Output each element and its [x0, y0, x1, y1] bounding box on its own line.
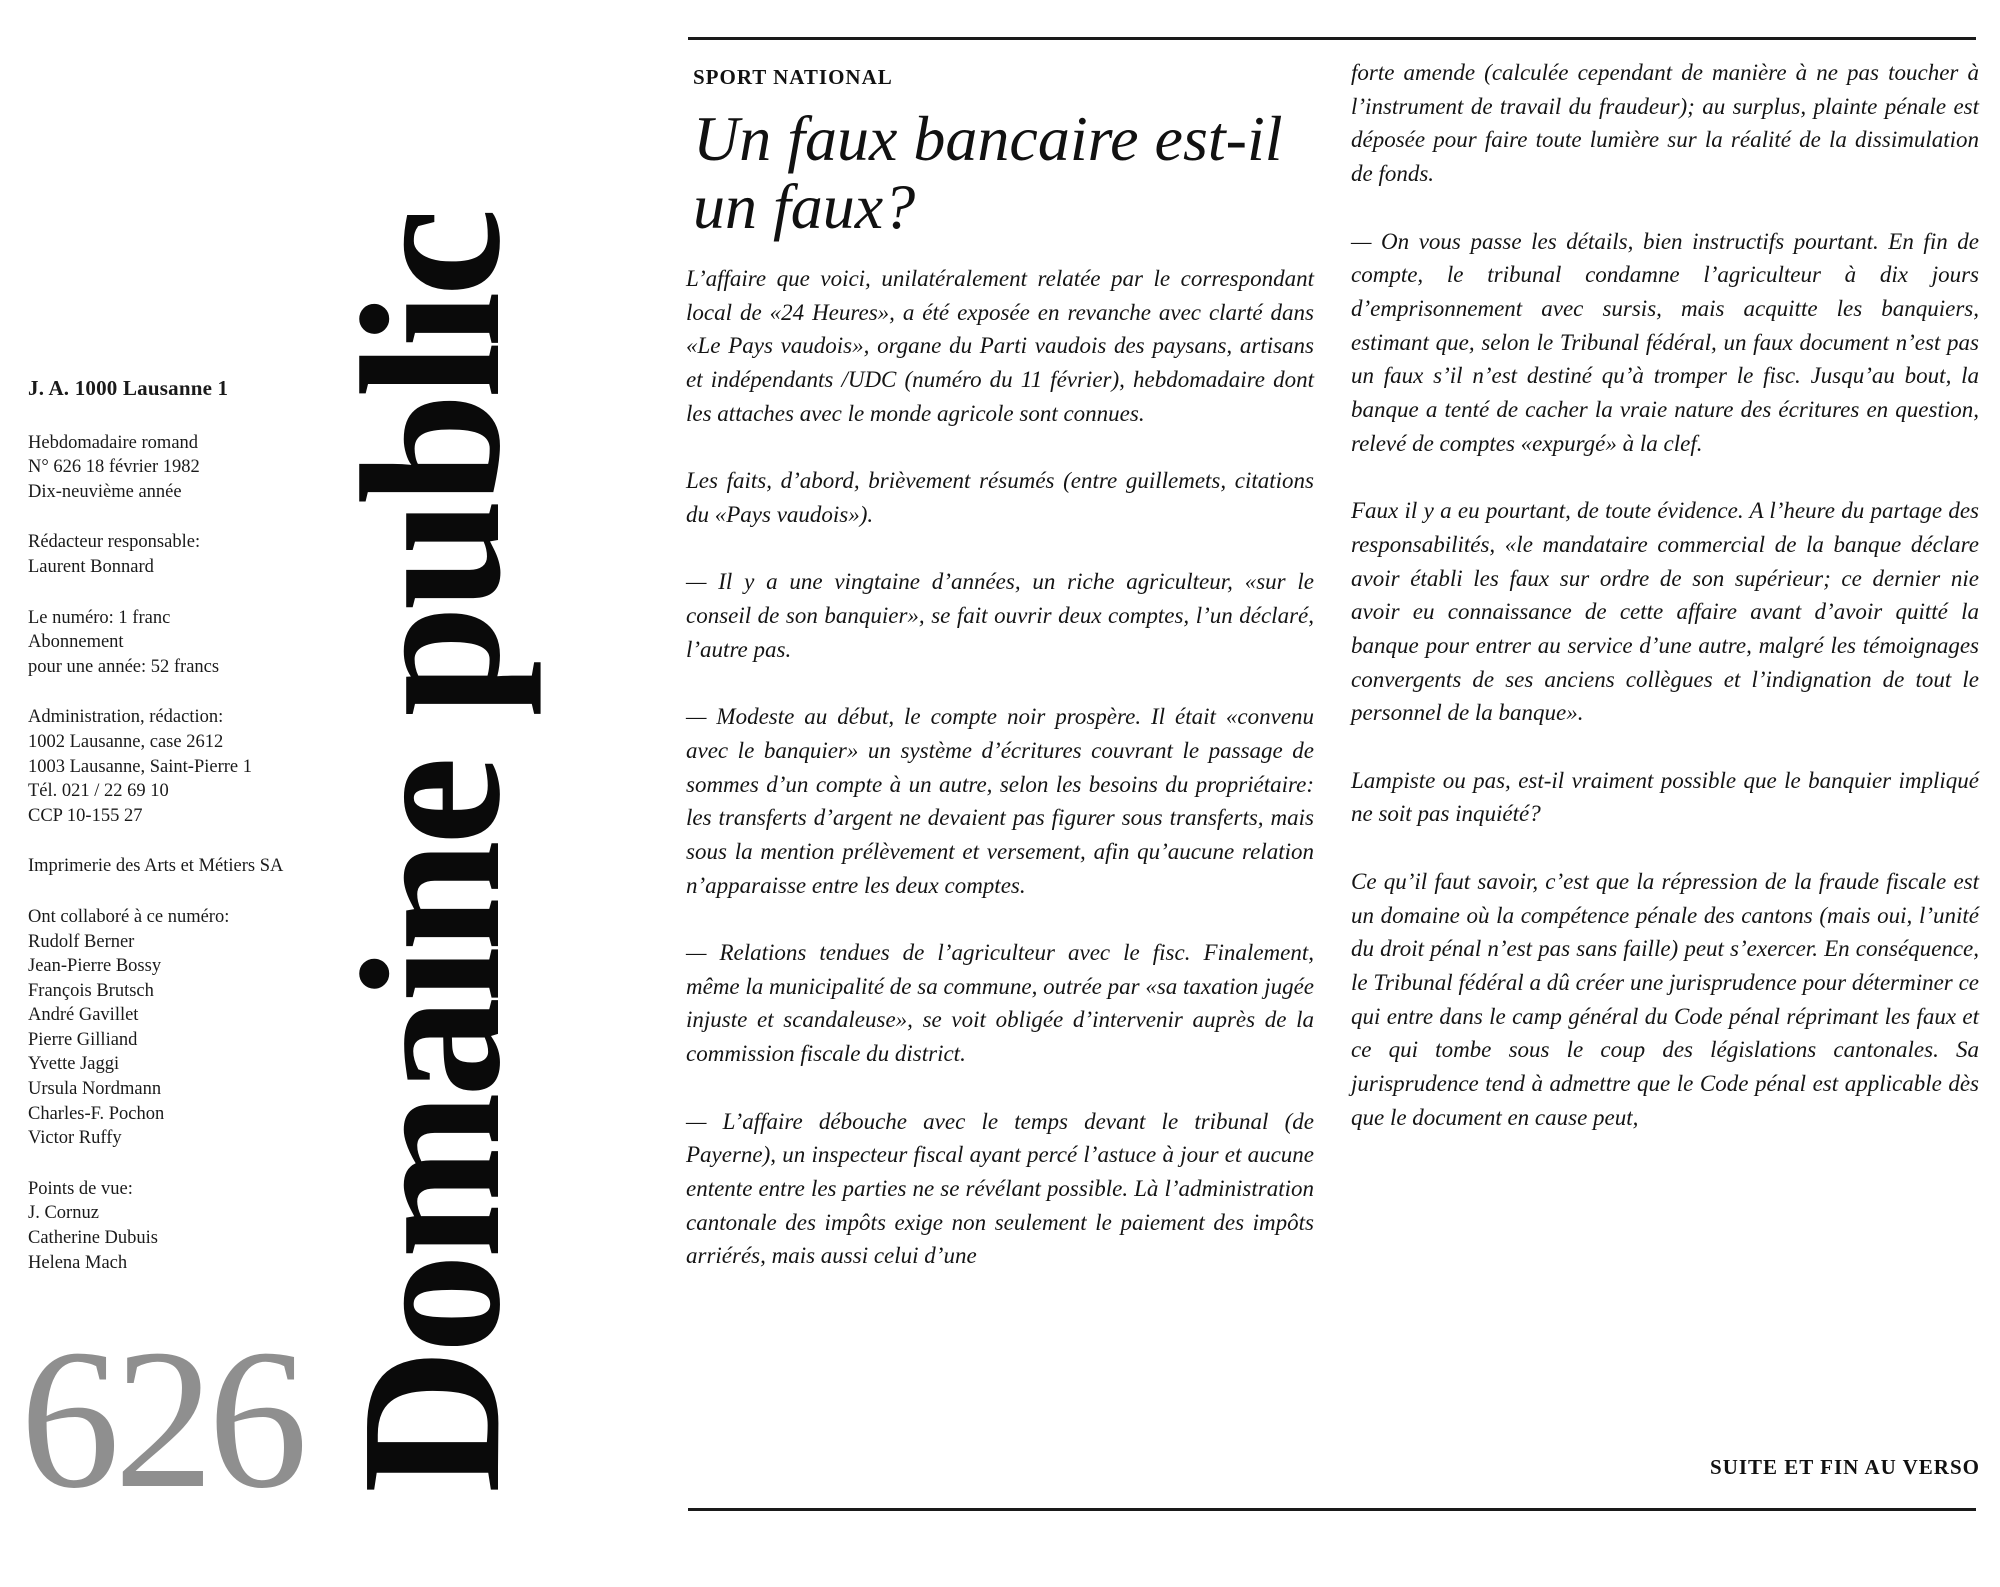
info-line: Pierre Gilliand — [28, 1029, 138, 1050]
info-line: Victor Ruffy — [28, 1128, 122, 1149]
info-line: Tél. 021 / 22 69 10 — [28, 781, 169, 802]
info-group-editor — [28, 530, 358, 579]
info-line: Laurent Bonnard — [28, 556, 154, 577]
info-line: François Brutsch — [28, 980, 154, 1001]
paragraph: L’affaire que voici, unilatéralement relatée par le correspondant local de «24 Heures», a été exposée en revanche avec clarté dans «Le Pays vaudois», organe du Parti vaudois des paysans, artisans et indépendants /UDC (numéro du 11 février), hebdomadaire dont les attaches avec le monde agricole sont connues. — [686, 266, 1314, 426]
info-line: CCP 10-155 27 — [28, 805, 143, 826]
continued-note: SUITE ET FIN AU VERSO — [1710, 1455, 1980, 1479]
paragraph: Les faits, d’abord, brièvement résumés (entre guillemets, citations du «Pays vaudois»). — [686, 468, 1314, 527]
issue-number: 626 — [20, 1309, 302, 1530]
paragraph: — Il y a une vingtaine d’années, un riche agriculteur, «sur le conseil de son banquier», se fait ouvrir deux comptes, l’un déclaré, l’autre pas. — [686, 569, 1314, 662]
info-line: André Gavillet — [28, 1005, 139, 1026]
info-line: Helena Mach — [28, 1252, 128, 1273]
article-kicker: SPORT NATIONAL — [693, 65, 893, 89]
info-line: Abonnement — [28, 632, 124, 653]
paragraph: Ce qu’il faut savoir, c’est que la répression de la fraude fiscale est un domaine où la compétence pénale des cantons (mais oui, l’unité du droit pénal n’est pas sans faille) peut s’exercer. En conséquence, le Tribunal fédéral a dû créer une jurisprudence pour déterminer ce qui entre dans le camp général du Code pénal réprimant les faux et ce qui tombe sous le coup des législations cantonales. Sa jurisprudence tend à admettre que le Code pénal est applicable dès que le document en cause peut, — [1351, 868, 1979, 1130]
info-line: Ursula Nordmann — [28, 1079, 162, 1100]
info-group-address — [28, 705, 358, 828]
paragraph: forte amende (calculée cependant de manière à ne pas toucher à l’instrument de travail du fraudeur); au surplus, plainte pénale est déposée pour faire toute lumière sur la réalité de la dissimulation de fonds. — [1351, 60, 1979, 187]
info-line: 1003 Lausanne, Saint-Pierre 1 — [28, 756, 252, 777]
paragraph: Lampiste ou pas, est-il vraiment possible que le banquier impliqué ne soit pas inquiété? — [1351, 767, 1979, 827]
article-column-2 — [1351, 56, 1979, 1168]
info-group-viewpoints — [28, 1177, 358, 1275]
postal-mark: J. A. 1000 Lausanne 1 — [28, 376, 229, 400]
paragraph: Faux il y a eu pourtant, de toute évidence. A l’heure du partage des responsabilités, «le mandataire commercial de la banque déclare avoir établi les faux sur ordre de son supérieur; ce dernier nie avoir eu connaissance de cette affaire avant d’avoir quitté la banque pour entrer au service d’une autre, malgré les témoignages convergents de ses anciens collègues et l’indignation de tout le personnel de la banque». — [1351, 498, 1979, 726]
paragraph: — On vous passe les détails, bien instructifs pourtant. En fin de compte, le tribunal condamne l’agriculteur à dix jours d’emprisonnement avec sursis, mais acquitte les banquiers, estimant que, selon le Tribunal fédéral, un faux document n’est pas un faux s’il n’est destiné qu’à tromper le fisc. Jusqu’au bout, la banque a tenté de cacher la vraie nature des écritures en question, relevé de comptes «expurgé» à la clef. — [1351, 228, 1979, 456]
publication-info — [28, 376, 358, 1301]
info-group-contributors — [28, 905, 358, 1151]
info-group-price — [28, 606, 358, 680]
info-line: Charles-F. Pochon — [28, 1103, 165, 1124]
info-line: Rudolf Berner — [28, 931, 135, 952]
info-line: 1002 Lausanne, case 2612 — [28, 731, 224, 752]
info-line: Hebdomadaire romand — [28, 432, 199, 453]
info-line: Dix-neuvième année — [28, 481, 182, 502]
info-line: Rédacteur responsable: — [28, 532, 201, 553]
article-column-1 — [686, 262, 1314, 1307]
info-line: pour une année: 52 francs — [28, 656, 220, 677]
info-line: Imprimerie des Arts et Métiers SA — [28, 856, 284, 877]
paragraph: — L’affaire débouche avec le temps devant le tribunal (de Payerne), un inspecteur fiscal ayant percé l’astuce à jour et aucune entente entre les parties ne se révélant possible. Là l’administration cantonale des impôts exige non seulement le paiement des impôts arriérés, mais aussi celui d’une — [686, 1108, 1314, 1269]
paragraph: — Relations tendues de l’agriculteur avec le fisc. Finalement, même la municipalité de sa commune, outrée par «sa taxation jugée injuste et scandaleuse», se voit obligée d’intervenir auprès de la commission fiscale du district. — [686, 940, 1314, 1067]
info-line: Jean-Pierre Bossy — [28, 956, 162, 977]
info-line: Ont collaboré à ce numéro: — [28, 906, 230, 927]
paragraph: — Modeste au début, le compte noir prospère. Il était «convenu avec le banquier» un système d’écritures couvrant le passage de sommes d’un compte à un autre, selon les besoins du propriétaire: les transferts d’argent ne devaient pas figurer sous transferts, mais sous la mention prélèvement et versement, afin qu’aucune relation n’apparaisse entre les deux comptes. — [686, 704, 1314, 898]
info-line: J. Cornuz — [28, 1203, 99, 1224]
article-headline: Un faux bancaire est-il un faux? — [693, 103, 1283, 242]
info-line: Le numéro: 1 franc — [28, 607, 171, 628]
info-line: Administration, rédaction: — [28, 707, 224, 728]
masthead-title: Domaine public — [321, 212, 542, 1494]
info-group-printer — [28, 854, 358, 879]
info-line: N° 626 18 février 1982 — [28, 457, 200, 478]
info-line: Yvette Jaggi — [28, 1054, 120, 1075]
info-group-edition — [28, 431, 358, 505]
top-rule — [688, 37, 1976, 40]
info-line: Catherine Dubuis — [28, 1228, 158, 1249]
bottom-rule — [688, 1508, 1976, 1511]
info-line: Points de vue: — [28, 1178, 133, 1199]
